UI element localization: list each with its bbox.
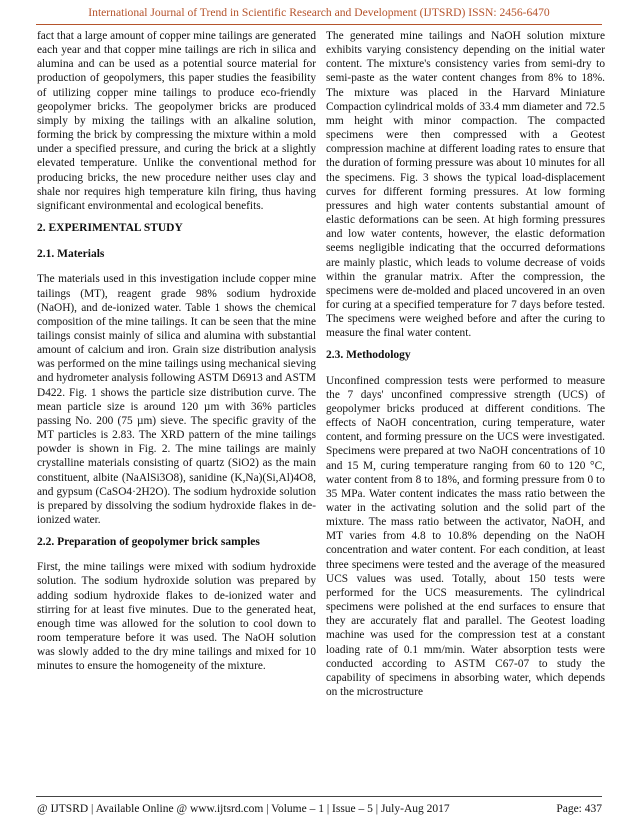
materials-paragraph: The materials used in this investigation include copper mine tailings (MT), reagent grade 98% sodium hydroxide (NaOH), and de-ionized water. Table 1 shows the chemical composition of the mine tailings. It can be seen that the mine tailings consist mainly of silica and alumina with substantial amount of calcium and iron. Grain size distribution analysis was performed on the mine tailings using mechanical sieving and hydrometer analysis following ASTM D6913 and ASTM D422. Fig. 1 shows the particle size distribution curve. The mean particle size is around 120 µm with 36% particles passing No. 200 (75 µm) sieve. The specific gravity of the MT particles is 2.83. The XRD pattern of the mine tailings powder is shown in Fig. 2. The mine tailings are mainly crystalline materials consisting of quartz (SiO2) as the main constituent, albite (NaAlSi3O8), sanidine (K,Na)(Si,Al)4O8, and gypsum (CaSO4·2H2O). The sodium hydroxide solution is prepared by dissolving the sodium hydroxide flakes in de-ionized water. bbox=[37, 273, 316, 526]
materials-heading: 2.1. Materials bbox=[37, 248, 105, 261]
intro-paragraph: fact that a large amount of copper mine tailings are generated each year and that copper mine tailings are rich in silica and alumina and can be used as a potential source material for production of geopolymers, this paper studies the feasibility of utilizing copper mine tailings to produce eco-friendly geopolymer bricks. The geopolymer bricks are produced simply by mixing the tailings with an alkaline solution, forming the brick by compressing the mixture within a mold under a specified pressure, and curing the brick at a slightly elevated temperature. Unlike the conventional method for producing bricks, the new procedure neither uses clay and shale nor requires high temperature kiln firing, thus having significant environmental and ecological benefits. bbox=[37, 30, 316, 212]
header-divider bbox=[36, 24, 602, 25]
section-heading: 2. EXPERIMENTAL STUDY bbox=[37, 222, 183, 235]
preparation-heading: 2.2. Preparation of geopolymer brick samples bbox=[37, 536, 260, 549]
left-column bbox=[37, 29, 316, 682]
methodology-paragraph: Unconfined compression tests were performed to measure the 7 days' unconfined compressive strength (UCS) of geopolymer bricks produced at different conditions. The effects of NaOH concentration, curing temperature, water content, and forming pressure on the UCS were investigated. Specimens were prepared at two NaOH concentrations of 10 and 15 M, curing temperature ranging from 60 to 120 °C, water content from 8 to 18%, and forming pressure from 0 to 35 MPa. Water content indicates the mass ratio between the water in the activating solution and the solid part of the mixture. The mass ratio between the activator, NaOH, and MT varies from 4.8 to 10.8% depending on the NaOH concentration and water content. For each condition, at least three specimens were tested and the average of the measured UCS values was used. Totally, about 150 tests were performed for the UCS measurements. The cylindrical specimens were polished at the end surfaces to ensure that they are accurately flat and parallel. The Geotest loading machine was used for the compression test at a constant loading rate of 0.1 mm/min. Water absorption tests were conducted according to ASTM C67-07 to study the capability of specimens in absorbing water, which depends on the microstructure bbox=[326, 374, 605, 699]
methodology-heading: 2.3. Methodology bbox=[326, 349, 411, 362]
footer-info: @ IJTSRD | Available Online @ www.ijtsrd.com | Volume – 1 | Issue – 5 | July-Aug 2017 bbox=[37, 803, 450, 815]
preparation-paragraph: First, the mine tailings were mixed with sodium hydroxide solution. The sodium hydroxide solution was prepared by adding sodium hydroxide flakes to de-ionized water and stirring for at least five minutes. Due to the generated heat, enough time was allowed for the solution to cool down to room temperature before it was used. The NaOH solution was slowly added to the dry mine tailings and mixed for 10 minutes to ensure the homogeneity of the mixture. bbox=[37, 561, 316, 673]
page-number: Page: 437 bbox=[556, 803, 602, 815]
preparation-continued-paragraph: The generated mine tailings and NaOH solution mixture exhibits varying consistency depending on the initial water content. The mixture's consistency varies from semi-dry to semi-paste as the water content changes from 8% to 18%. The mixture was placed in the Harvard Miniature Compaction cylindrical molds of 33.4 mm diameter and 72.5 mm height with minor compaction. The compacted specimens were then compressed with a Geotest compression machine at different loading rates to ensure that the duration of forming pressure was about 10 minutes for all the specimens. Fig. 3 shows the typical load-displacement curves for different forming pressures. At low forming pressures and high water contents substantial amount of elastic deformations can be seen. At high forming pressures and low water contents, however, the elastic deformation seems negligible indicating that the occurred deformations are mainly plastic, which leads to volume decrease of voids within the granular matrix. After the compression, the specimens were de-molded and placed uncovered in an oven for curing at a specified temperature for 7 days before tested. The specimens were weighed before and after the curing to measure the final water content. bbox=[326, 30, 605, 340]
footer-divider bbox=[36, 796, 602, 797]
right-column bbox=[326, 29, 605, 707]
journal-header: International Journal of Trend in Scientific Research and Development (IJTSRD) ISSN: 2456-6470 bbox=[88, 6, 550, 19]
